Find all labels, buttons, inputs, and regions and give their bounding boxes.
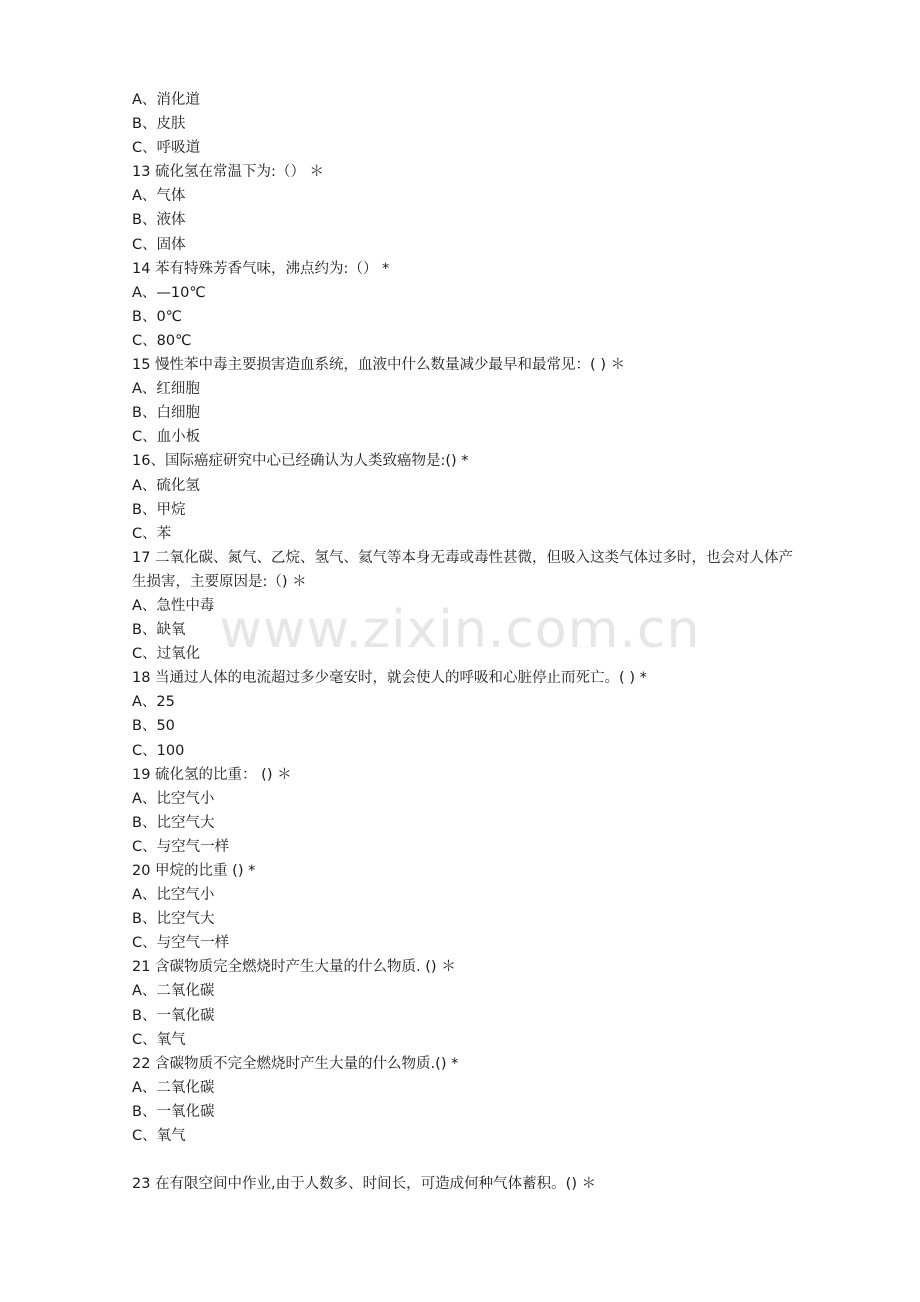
answer-option: C、苯	[132, 525, 172, 542]
answer-option: C、呼吸道	[132, 140, 201, 157]
answer-option: C、与空气一样	[132, 935, 230, 952]
question-line: 14 苯有特殊芳香气味，沸点约为:（） *	[132, 260, 390, 277]
answer-option: B、白细胞	[132, 405, 200, 422]
question-line: 21 含碳物质完全燃烧时产生大量的什么物质. () ＊	[132, 959, 456, 976]
blank-line	[132, 1148, 802, 1172]
answer-option: C、过氧化	[132, 646, 201, 663]
answer-option: A、气体	[132, 188, 186, 205]
answer-option: A、比空气小	[132, 790, 215, 807]
question-line: 13 硫化氢在常温下为:（） ＊	[132, 164, 325, 181]
answer-option: A、硫化氢	[132, 477, 200, 494]
answer-option: B、皮肤	[132, 116, 186, 133]
question-line: 18 当通过人体的电流超过多少毫安时，就会使人的呼吸和心脏停止而死亡。( ) *	[132, 670, 647, 687]
answer-option: A、红细胞	[132, 381, 200, 398]
answer-option: A、二氧化碳	[132, 1079, 215, 1096]
question-text-block	[132, 88, 802, 1196]
answer-option: A、—10℃	[132, 284, 206, 301]
answer-option: B、50	[132, 718, 175, 735]
question-line: 20 甲烷的比重 () *	[132, 863, 256, 879]
answer-option: A、急性中毒	[132, 597, 215, 614]
answer-option: C、血小板	[132, 429, 201, 446]
answer-option: B、比空气大	[132, 911, 215, 928]
answer-option: B、液体	[132, 212, 186, 229]
answer-option: B、甲烷	[132, 501, 186, 518]
answer-option: A、二氧化碳	[132, 983, 215, 1000]
question-line: 16、国际癌症研究中心已经确认为人类致癌物是:() *	[132, 453, 469, 470]
answer-option: C、80℃	[132, 332, 192, 349]
question-line: 15 慢性苯中毒主要损害造血系统，血液中什么数量减少最早和最常见：( ) ＊	[132, 357, 626, 374]
watermark: www.zixin.com.cn	[219, 600, 701, 660]
answer-option: C、氧气	[132, 1031, 186, 1048]
answer-option: B、比空气大	[132, 814, 215, 831]
question-line: 22 含碳物质不完全燃烧时产生大量的什么物质.() *	[132, 1055, 459, 1072]
answer-option: B、一氧化碳	[132, 1103, 215, 1120]
answer-option: A、25	[132, 694, 175, 711]
answer-option: C、100	[132, 742, 185, 759]
answer-option: A、比空气小	[132, 887, 215, 904]
question-line: 23 在有限空间中作业,由于人数多、时间长，可造成何种气体蓄积。() ＊	[132, 1176, 597, 1193]
question-line: 19 硫化氢的比重： () ＊	[132, 766, 292, 783]
answer-option: C、氧气	[132, 1128, 186, 1145]
answer-option: B、0℃	[132, 308, 182, 325]
answer-option: C、与空气一样	[132, 838, 230, 855]
answer-option: A、消化道	[132, 92, 200, 108]
answer-option: B、缺氧	[132, 622, 186, 639]
answer-option: B、一氧化碳	[132, 1007, 215, 1024]
answer-option: C、固体	[132, 236, 186, 253]
question-line: 17 二氧化碳、氮气、乙烷、氢气、氦气等本身无毒或毒性甚微，但吸入这类气体过多时，也会对人体产生损害，主要原因是:（) ＊	[132, 549, 794, 590]
